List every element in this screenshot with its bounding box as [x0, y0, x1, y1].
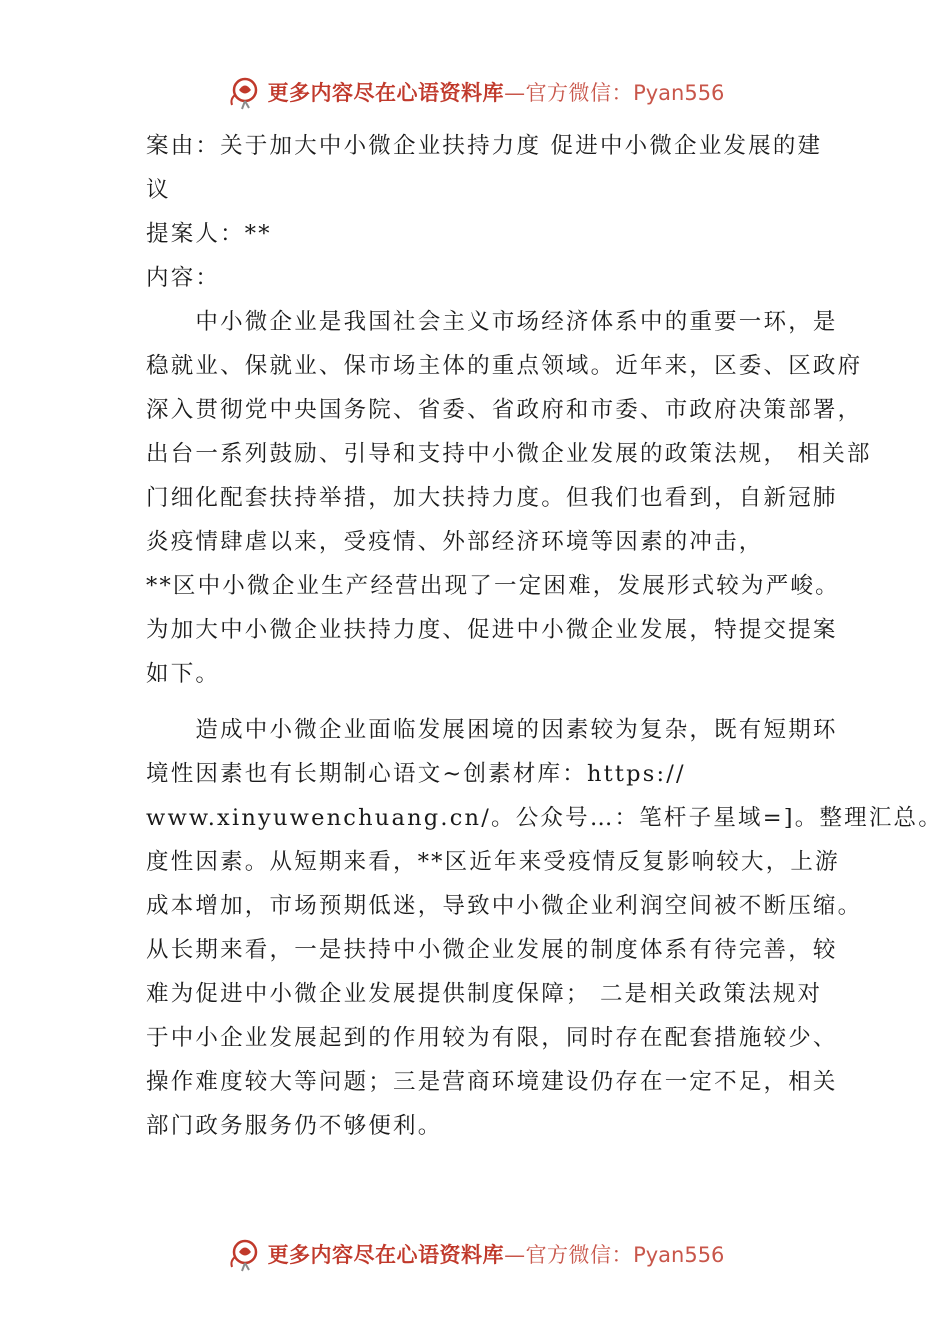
text-line: 炎疫情肆虐以来，受疫情、外部经济环境等因素的冲击， [146, 529, 764, 555]
text-line: 操作难度较大等问题；三是营商环境建设仍存在一定不足，相关 [146, 1069, 838, 1095]
rose-logo-icon [226, 73, 264, 111]
text-line: 提案人：** [146, 221, 272, 247]
text-line: 案由：关于加大中小微企业扶持力度 促进中小微企业发展的建 [146, 133, 823, 159]
rose-logo-icon [226, 1235, 264, 1273]
text-line: 造成中小微企业面临发展困境的因素较为复杂，既有短期环 [146, 717, 838, 743]
watermark-title: 更多内容尽在心语资料库 [267, 81, 505, 105]
watermark-banner-bottom [0, 1232, 950, 1276]
paragraph-1 [146, 300, 872, 696]
header-block [146, 124, 826, 300]
watermark-text [268, 77, 725, 107]
text-line: 如下。 [146, 661, 221, 687]
text-line: 稳就业、保就业、保市场主体的重点领域。近年来，区委、区政府 [146, 353, 863, 379]
text-line: 成本增加，市场预期低迷，导致中小微企业利润空间被不断压缩。 [146, 893, 863, 919]
text-line: 出台一系列鼓励、引导和支持中小微企业发展的政策法规， 相关部 [146, 441, 872, 467]
text-line: 门细化配套扶持举措，加大扶持力度。但我们也看到，自新冠肺 [146, 485, 838, 511]
watermark-separator: — [504, 1243, 526, 1267]
watermark-title: 更多内容尽在心语资料库 [267, 1243, 505, 1267]
text-line: 难为促进中小微企业发展提供制度保障； 二是相关政策法规对 [146, 981, 823, 1007]
text-line: 内容： [146, 265, 221, 291]
text-line: 议 [146, 177, 171, 203]
text-line: 度性因素。从短期来看，**区近年来受疫情反复影响较大，上游 [146, 849, 840, 875]
text-line: **区中小微企业生产经营出现了一定困难，发展形式较为严峻。 [146, 573, 840, 599]
text-line: 为加大中小微企业扶持力度、促进中小微企业发展，特提交提案 [146, 617, 838, 643]
text-line: 深入贯彻党中央国务院、省委、省政府和市委、市政府决策部署， [146, 397, 863, 423]
text-line: 境性因素也有长期制心语文~创素材库：https:// [146, 761, 686, 787]
watermark-account: Pyan556 [633, 1243, 725, 1267]
text-line: www.xinyuwenchuang.cn/。公众号…：笔杆子星域=]。整理汇总。 [146, 805, 943, 831]
text-line: 于中小企业发展起到的作用较为有限，同时存在配套措施较少、 [146, 1025, 838, 1051]
watermark-label: 官方微信： [525, 81, 634, 105]
watermark-text [268, 1239, 725, 1269]
watermark-label: 官方微信： [525, 1243, 634, 1267]
text-line: 从长期来看，一是扶持中小微企业发展的制度体系有待完善，较 [146, 937, 838, 963]
watermark-separator: — [504, 81, 526, 105]
paragraph-2 [146, 708, 943, 1148]
watermark-banner-top [0, 70, 950, 114]
text-line: 中小微企业是我国社会主义市场经济体系中的重要一环，是 [146, 309, 838, 335]
text-line: 部门政务服务仍不够便利。 [146, 1113, 443, 1139]
watermark-account: Pyan556 [633, 81, 725, 105]
document-body [146, 124, 943, 1148]
